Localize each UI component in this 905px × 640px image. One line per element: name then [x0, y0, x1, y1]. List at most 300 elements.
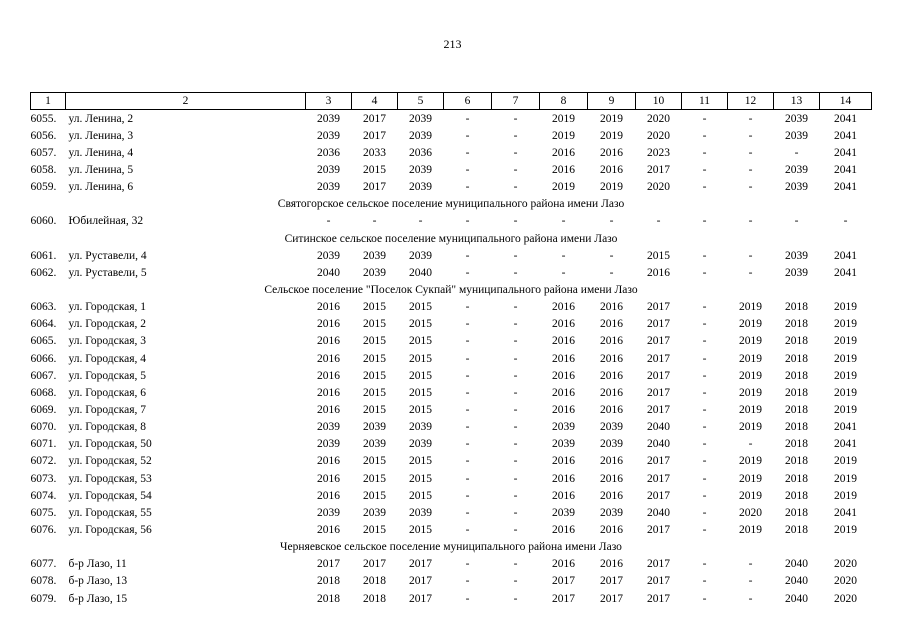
table-row: [31, 299, 872, 316]
table-row: [31, 521, 872, 538]
year-cell: -: [513, 335, 518, 348]
year-cell: -: [513, 369, 518, 382]
year-cell: 2015: [363, 523, 386, 536]
year-cell: 2020: [834, 558, 857, 571]
table-row: [31, 401, 872, 418]
address-cell: ул. Городская, 8: [68, 421, 147, 434]
year-cell: -: [609, 266, 614, 279]
year-cell: 2016: [600, 472, 623, 485]
year-cell: -: [748, 129, 753, 142]
table-row: [31, 247, 872, 264]
row-number: 6066.: [30, 352, 57, 365]
year-cell: -: [702, 421, 707, 434]
year-cell: -: [702, 575, 707, 588]
year-cell: 2016: [317, 386, 340, 399]
year-cell: 2019: [739, 335, 762, 348]
address-cell: ул. Городская, 53: [68, 472, 152, 485]
year-cell: 2039: [552, 506, 575, 519]
year-cell: 2039: [552, 438, 575, 451]
year-cell: 2017: [363, 129, 386, 142]
year-cell: 2039: [600, 438, 623, 451]
year-cell: 2016: [317, 489, 340, 502]
address-cell: ул. Городская, 50: [68, 438, 152, 451]
year-cell: 2039: [363, 266, 386, 279]
header-cell: 3: [306, 93, 352, 110]
year-cell: -: [513, 438, 518, 451]
year-cell: 2016: [600, 318, 623, 331]
year-cell: 2019: [600, 129, 623, 142]
year-cell: 2039: [785, 181, 808, 194]
year-cell: -: [702, 455, 707, 468]
year-cell: 2017: [552, 592, 575, 605]
year-cell: -: [513, 215, 518, 228]
year-cell: 2041: [834, 421, 857, 434]
header-cell: 5: [398, 93, 444, 110]
page-number: 213: [443, 37, 462, 51]
year-cell: 2039: [409, 506, 432, 519]
year-cell: 2019: [834, 403, 857, 416]
year-cell: -: [326, 215, 331, 228]
row-number: 6069.: [30, 403, 57, 416]
row-number: 6058.: [30, 163, 57, 176]
table-row: [31, 127, 872, 144]
year-cell: 2039: [363, 421, 386, 434]
year-cell: 2040: [647, 506, 670, 519]
year-cell: -: [702, 369, 707, 382]
row-number: 6062.: [30, 266, 57, 279]
year-cell: 2015: [363, 163, 386, 176]
header-cell: 12: [728, 93, 774, 110]
year-cell: -: [748, 215, 753, 228]
year-cell: 2041: [834, 181, 857, 194]
year-cell: 2016: [317, 335, 340, 348]
year-cell: -: [465, 129, 470, 142]
year-cell: 2039: [409, 421, 432, 434]
year-cell: -: [561, 266, 566, 279]
year-cell: 2016: [552, 489, 575, 502]
year-cell: 2019: [739, 369, 762, 382]
header-row: [31, 93, 872, 110]
year-cell: 2018: [785, 506, 808, 519]
header-cell: 10: [636, 93, 682, 110]
year-cell: -: [465, 506, 470, 519]
year-cell: -: [465, 335, 470, 348]
table-row: [31, 213, 872, 230]
table-row: [31, 367, 872, 384]
year-cell: -: [513, 472, 518, 485]
year-cell: -: [465, 386, 470, 399]
year-cell: 2039: [785, 112, 808, 125]
year-cell: 2016: [552, 369, 575, 382]
year-cell: 2016: [600, 403, 623, 416]
year-cell: -: [702, 523, 707, 536]
year-cell: 2017: [552, 575, 575, 588]
address-cell: ул. Ленина, 4: [68, 146, 134, 159]
year-cell: -: [748, 181, 753, 194]
table-row: [31, 179, 872, 196]
data-table: [30, 92, 872, 607]
year-cell: -: [465, 369, 470, 382]
year-cell: 2016: [317, 472, 340, 485]
year-cell: 2016: [317, 369, 340, 382]
year-cell: 2020: [647, 112, 670, 125]
address-cell: ул. Ленина, 5: [68, 163, 134, 176]
year-cell: 2039: [317, 421, 340, 434]
year-cell: 2015: [363, 489, 386, 502]
year-cell: 2015: [363, 386, 386, 399]
year-cell: 2039: [363, 506, 386, 519]
address-cell: б-р Лазо, 13: [68, 575, 128, 588]
address-cell: ул. Городская, 2: [68, 318, 147, 331]
year-cell: 2017: [647, 575, 670, 588]
year-cell: -: [513, 129, 518, 142]
year-cell: -: [513, 266, 518, 279]
row-number: 6057.: [30, 146, 57, 159]
year-cell: 2020: [739, 506, 762, 519]
year-cell: 2018: [363, 575, 386, 588]
year-cell: -: [513, 181, 518, 194]
address-cell: ул. Руставели, 4: [68, 249, 147, 262]
year-cell: -: [702, 181, 707, 194]
year-cell: 2018: [785, 472, 808, 485]
row-number: 6070.: [30, 421, 57, 434]
row-number: 6077.: [30, 558, 57, 571]
year-cell: 2040: [785, 575, 808, 588]
table-row: [31, 504, 872, 521]
year-cell: 2016: [600, 369, 623, 382]
section-title: Святогорское сельское поселение муниципального района имени Лазо: [277, 198, 625, 211]
year-cell: -: [748, 249, 753, 262]
year-cell: 2016: [600, 386, 623, 399]
address-cell: ул. Городская, 7: [68, 403, 147, 416]
year-cell: 2016: [600, 163, 623, 176]
year-cell: 2020: [834, 592, 857, 605]
year-cell: -: [513, 301, 518, 314]
year-cell: -: [372, 215, 377, 228]
year-cell: 2019: [739, 318, 762, 331]
year-cell: -: [465, 146, 470, 159]
year-cell: 2018: [363, 592, 386, 605]
year-cell: -: [702, 301, 707, 314]
year-cell: 2015: [363, 455, 386, 468]
year-cell: -: [465, 318, 470, 331]
year-cell: 2016: [552, 163, 575, 176]
year-cell: 2039: [409, 181, 432, 194]
year-cell: 2015: [363, 472, 386, 485]
year-cell: 2016: [600, 523, 623, 536]
year-cell: 2039: [317, 163, 340, 176]
year-cell: -: [748, 438, 753, 451]
year-cell: -: [513, 386, 518, 399]
address-cell: б-р Лазо, 11: [68, 558, 127, 571]
year-cell: 2017: [647, 523, 670, 536]
year-cell: 2016: [552, 386, 575, 399]
year-cell: 2039: [409, 163, 432, 176]
year-cell: 2019: [739, 352, 762, 365]
year-cell: -: [513, 506, 518, 519]
year-cell: 2039: [409, 129, 432, 142]
year-cell: 2019: [834, 455, 857, 468]
year-cell: 2017: [647, 318, 670, 331]
year-cell: 2039: [363, 249, 386, 262]
year-cell: 2016: [600, 301, 623, 314]
year-cell: -: [465, 403, 470, 416]
year-cell: 2015: [409, 523, 432, 536]
table-row: [31, 350, 872, 367]
year-cell: -: [465, 421, 470, 434]
table-row: [31, 110, 872, 128]
header-cell: 4: [352, 93, 398, 110]
year-cell: -: [465, 438, 470, 451]
year-cell: -: [794, 215, 799, 228]
year-cell: 2039: [785, 163, 808, 176]
year-cell: 2039: [317, 506, 340, 519]
year-cell: -: [513, 249, 518, 262]
year-cell: -: [561, 249, 566, 262]
year-cell: -: [465, 472, 470, 485]
year-cell: -: [702, 318, 707, 331]
year-cell: 2016: [647, 266, 670, 279]
year-cell: -: [748, 146, 753, 159]
year-cell: 2016: [317, 403, 340, 416]
year-cell: -: [465, 523, 470, 536]
year-cell: -: [418, 215, 423, 228]
year-cell: 2017: [363, 181, 386, 194]
year-cell: 2019: [834, 369, 857, 382]
row-number: 6068.: [30, 386, 57, 399]
section-title: Черняевское сельское поселение муниципального района имени Лазо: [280, 541, 622, 554]
year-cell: -: [465, 215, 470, 228]
year-cell: 2016: [552, 335, 575, 348]
year-cell: 2041: [834, 146, 857, 159]
year-cell: 2015: [363, 403, 386, 416]
section-title: Ситинское сельское поселение муниципального района имени Лазо: [284, 232, 618, 245]
year-cell: 2017: [647, 592, 670, 605]
year-cell: 2039: [409, 112, 432, 125]
year-cell: 2017: [647, 335, 670, 348]
year-cell: 2036: [409, 146, 432, 159]
section-title: Сельское поселение "Поселок Сукпай" муниципального района имени Лазо: [264, 283, 638, 296]
header-cell: 11: [682, 93, 728, 110]
table-row: [31, 487, 872, 504]
year-cell: 2040: [647, 438, 670, 451]
year-cell: -: [702, 558, 707, 571]
year-cell: 2040: [409, 266, 432, 279]
year-cell: -: [513, 146, 518, 159]
year-cell: 2019: [552, 112, 575, 125]
year-cell: 2016: [552, 472, 575, 485]
year-cell: 2016: [600, 489, 623, 502]
address-cell: ул. Ленина, 2: [68, 112, 134, 125]
year-cell: 2019: [834, 523, 857, 536]
section-row: [31, 196, 872, 213]
year-cell: 2017: [363, 112, 386, 125]
year-cell: 2018: [785, 489, 808, 502]
year-cell: -: [513, 352, 518, 365]
address-cell: ул. Городская, 54: [68, 489, 152, 502]
year-cell: 2016: [317, 301, 340, 314]
year-cell: -: [465, 181, 470, 194]
year-cell: 2020: [647, 129, 670, 142]
header-cell: 9: [588, 93, 636, 110]
row-number: 6059.: [30, 181, 57, 194]
row-number: 6071.: [30, 438, 57, 451]
year-cell: 2016: [317, 318, 340, 331]
row-number: 6056.: [30, 129, 57, 142]
row-number: 6060.: [30, 215, 57, 228]
year-cell: 2016: [600, 146, 623, 159]
year-cell: -: [513, 523, 518, 536]
row-number: 6078.: [30, 575, 57, 588]
year-cell: 2015: [409, 472, 432, 485]
year-cell: 2041: [834, 266, 857, 279]
year-cell: 2015: [409, 403, 432, 416]
table-row: [31, 556, 872, 573]
year-cell: -: [748, 575, 753, 588]
year-cell: 2023: [647, 146, 670, 159]
table-row: [31, 436, 872, 453]
year-cell: -: [465, 301, 470, 314]
row-number: 6064.: [30, 318, 57, 331]
year-cell: 2017: [409, 558, 432, 571]
year-cell: 2016: [600, 352, 623, 365]
year-cell: 2019: [739, 403, 762, 416]
year-cell: 2015: [409, 369, 432, 382]
year-cell: -: [702, 146, 707, 159]
year-cell: 2018: [785, 369, 808, 382]
year-cell: 2017: [409, 592, 432, 605]
year-cell: 2033: [363, 146, 386, 159]
year-cell: -: [513, 592, 518, 605]
year-cell: -: [513, 558, 518, 571]
year-cell: 2015: [409, 318, 432, 331]
year-cell: -: [748, 558, 753, 571]
year-cell: 2019: [834, 335, 857, 348]
year-cell: 2017: [647, 455, 670, 468]
year-cell: 2019: [739, 489, 762, 502]
year-cell: 2016: [552, 523, 575, 536]
year-cell: 2018: [785, 421, 808, 434]
year-cell: -: [465, 558, 470, 571]
year-cell: 2041: [834, 112, 857, 125]
year-cell: 2019: [600, 112, 623, 125]
year-cell: 2017: [647, 489, 670, 502]
address-cell: Юбилейная, 32: [68, 215, 144, 228]
year-cell: -: [843, 215, 848, 228]
year-cell: 2039: [785, 249, 808, 262]
year-cell: -: [465, 455, 470, 468]
year-cell: 2019: [739, 386, 762, 399]
year-cell: 2017: [647, 352, 670, 365]
year-cell: 2017: [647, 163, 670, 176]
year-cell: 2039: [552, 421, 575, 434]
year-cell: -: [702, 592, 707, 605]
year-cell: 2039: [785, 129, 808, 142]
year-cell: 2039: [363, 438, 386, 451]
year-cell: 2039: [785, 266, 808, 279]
year-cell: 2016: [552, 558, 575, 571]
address-cell: ул. Ленина, 6: [68, 181, 134, 194]
address-cell: ул. Городская, 56: [68, 523, 152, 536]
year-cell: 2040: [785, 592, 808, 605]
year-cell: 2016: [552, 455, 575, 468]
year-cell: 2018: [785, 455, 808, 468]
year-cell: 2017: [647, 369, 670, 382]
year-cell: 2040: [785, 558, 808, 571]
year-cell: -: [513, 421, 518, 434]
year-cell: 2016: [552, 146, 575, 159]
year-cell: 2019: [552, 181, 575, 194]
year-cell: -: [513, 489, 518, 502]
year-cell: 2019: [834, 301, 857, 314]
address-cell: ул. Городская, 1: [68, 301, 147, 314]
year-cell: -: [702, 215, 707, 228]
year-cell: 2016: [317, 352, 340, 365]
address-cell: ул. Руставели, 5: [68, 266, 147, 279]
row-number: 6079.: [30, 592, 57, 605]
year-cell: 2019: [739, 301, 762, 314]
table-row: [31, 161, 872, 178]
header-cell: 7: [492, 93, 540, 110]
year-cell: -: [513, 403, 518, 416]
year-cell: -: [702, 472, 707, 485]
year-cell: 2039: [600, 421, 623, 434]
address-cell: ул. Городская, 4: [68, 352, 147, 365]
header-cell: 6: [444, 93, 492, 110]
year-cell: 2039: [600, 506, 623, 519]
table-row: [31, 333, 872, 350]
year-cell: 2019: [739, 455, 762, 468]
year-cell: 2020: [834, 575, 857, 588]
year-cell: 2019: [739, 421, 762, 434]
year-cell: -: [465, 249, 470, 262]
year-cell: 2019: [834, 472, 857, 485]
year-cell: 2019: [552, 129, 575, 142]
year-cell: 2041: [834, 506, 857, 519]
year-cell: -: [702, 403, 707, 416]
row-number: 6073.: [30, 472, 57, 485]
year-cell: 2017: [600, 575, 623, 588]
year-cell: 2039: [317, 129, 340, 142]
header-cell: 13: [774, 93, 820, 110]
year-cell: -: [702, 163, 707, 176]
year-cell: 2036: [317, 146, 340, 159]
year-cell: 2015: [409, 335, 432, 348]
year-cell: 2018: [785, 386, 808, 399]
year-cell: 2018: [785, 318, 808, 331]
year-cell: -: [702, 506, 707, 519]
year-cell: -: [702, 489, 707, 502]
year-cell: 2015: [363, 369, 386, 382]
row-number: 6061.: [30, 249, 57, 262]
year-cell: -: [702, 386, 707, 399]
year-cell: -: [748, 266, 753, 279]
year-cell: 2039: [317, 112, 340, 125]
table-row: [31, 316, 872, 333]
year-cell: -: [656, 215, 661, 228]
header-cell: 8: [540, 93, 588, 110]
section-row: [31, 539, 872, 556]
year-cell: -: [702, 112, 707, 125]
year-cell: -: [465, 266, 470, 279]
address-cell: ул. Ленина, 3: [68, 129, 134, 142]
year-cell: -: [465, 489, 470, 502]
year-cell: 2016: [317, 455, 340, 468]
section-row: [31, 230, 872, 247]
year-cell: 2019: [834, 318, 857, 331]
header-cell: 1: [31, 93, 66, 110]
address-cell: б-р Лазо, 15: [68, 592, 128, 605]
